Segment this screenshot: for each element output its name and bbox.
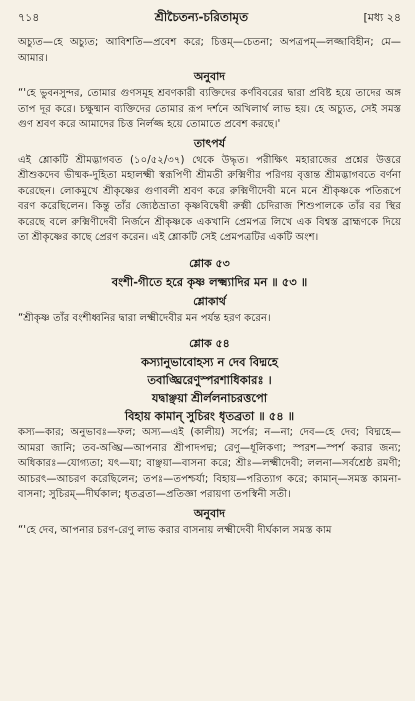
slokartha-heading: শ্লোকার্থ — [193, 294, 226, 308]
section-label: [মধ্য ২৪ — [363, 11, 401, 24]
page-header — [18, 10, 401, 25]
verse-line-4: বিহায় কামান্ সুচিরং ধৃতব্রতা ॥ ৫৪ ॥ — [124, 409, 295, 423]
verse-line-2: তবাঙ্ঘ্রিরেণুস্পরশাধিকারঃ । — [147, 373, 272, 387]
sloka-54-synonyms: কস্য—কার; অনুভাবঃ—ফল; অস্য—এই (কালীয়) সর্পের; ন—না; দেব—হে দেব; বিদ্মহে—আমরা জানি; তব-অঙ্ঘ্রি—আপনার শ্রীপাদপদ্ম; রেণু—ধূলিকণা; স্পরশ—স্পর্শ করার জন্য; অধিকারঃ—যোগ্যতা; যৎ—যা; বাঞ্ছয়া—বাসনা করে; শ্রীঃ—লক্ষ্মীদেবী; ললনা—সর্বশ্রেষ্ঠ রমণী; আচরৎ—আচরণ করেছিলেন; তপঃ—তপশ্চর্যা; বিহায়—পরিত্যাগ করে; কামান্—সমস্ত কামনা-বাসনা; সুচিরম্—দীর্ঘকাল; ধৃতব্রতা—প্রতিজ্ঞা পরায়ণা তপস্বিনী সতী। — [18, 427, 401, 500]
anuvada-heading: অনুবাদ — [193, 70, 226, 83]
slokartha-text: “শ্রীকৃষ্ণ তাঁর বংশীধ্বনির দ্বারা লক্ষ্মীদেবীর মন পর্যন্ত হরণ করেন। — [18, 312, 271, 324]
verse-line-1: কস্যানুভাবোহস্য ন দেব বিদ্মহে — [141, 355, 278, 369]
sloka-53-verse: বংশী-গীতে হরে কৃষ্ণ লক্ষ্ম্যাদির মন ॥ ৫৩ ॥ — [111, 274, 308, 289]
tatparya-text: এই শ্লোকটি শ্রীমদ্ভাগবত (১০/৫২/৩৭) থেকে উদ্ধৃত। পরীক্ষিৎ মহারাজের প্রশ্নের উত্তরে শ্রীশুকদেব ভীষ্মক-দুহিতা মহালক্ষ্মী স্বরূপিণী শ্রীমতী রুক্মিণীর পরিণয় বৃত্তান্ত শ্রীমদ্ভাগবতে বর্ণনা করেছেন। লোকমুখে শ্রীকৃষ্ণের গুণাবলী শ্রবণ করে রুক্মিণীদেবী মনে মনে শ্রীকৃষ্ণকে পতিরূপে বরণ করেছিলেন। কিন্তু তাঁর জ্যেষ্ঠভ্রাতা কৃষ্ণবিদ্বেষী রুক্মী চেদিরাজ শিশুপালকে তাঁর বর স্থির করেছে বলে রুক্মিণীদেবী নির্জনে শ্রীকৃষ্ণকে একখানি প্রেমপত্র লিখে এক বিশ্বস্ত ব্রাহ্মণকে দিয়ে তা শ্রীকৃষ্ণের কাছে প্রেরণ করেন। এই শ্লোকটি সেই প্রেমপত্রটির একটি অংশ। — [18, 154, 401, 243]
anuvada-54-text: “'হে দেব, আপনার চরণ-রেণু লাভ করার বাসনায় লক্ষ্মীদেবী দীর্ঘকাল সমস্ত কাম — [18, 524, 332, 536]
sloka-53-heading: শ্লোক ৫৩ — [189, 256, 230, 270]
anuvada-54-heading: অনুবাদ — [193, 506, 226, 520]
page-number: ৭১৪ — [18, 11, 40, 24]
tatparya-heading: তাৎপর্য — [193, 136, 226, 150]
synonyms-top: অচ্যুত—হে অচ্যুত; আবিশতি—প্রবেশ করে; চিত্তম্—চেতনা; অপত্রপম্—লজ্জাবিহীন; মে—আমার। — [18, 37, 401, 64]
anuvada-text: “'হে ভুবনসুন্দর, তোমার গুণসমূহ শ্রবণকারী ব্যক্তিদের কর্ণবিবরের দ্বারা প্রবিষ্ট হয়ে তাদের অঙ্গ তাপ দূর করে। চক্ষুষ্মান ব্যক্তিদের তোমার রূপ দর্শনে অখিলার্থ লাভ হয়। হে অচ্যুত, সেই সমস্ত গুণ শ্রবণ করে আমাদের চিত্ত নির্লজ্জ হয়ে তোমাতে প্রবেশ করছে।' — [18, 88, 401, 130]
running-title: শ্রীচৈতন্য-চরিতামৃত — [154, 10, 249, 24]
sloka-54-verse — [18, 353, 401, 425]
sloka-54-heading: শ্লোক ৫৪ — [189, 337, 230, 350]
verse-line-3: যদ্বাঞ্ছয়া শ্রীর্ললনাচরত্তপো — [151, 391, 268, 405]
